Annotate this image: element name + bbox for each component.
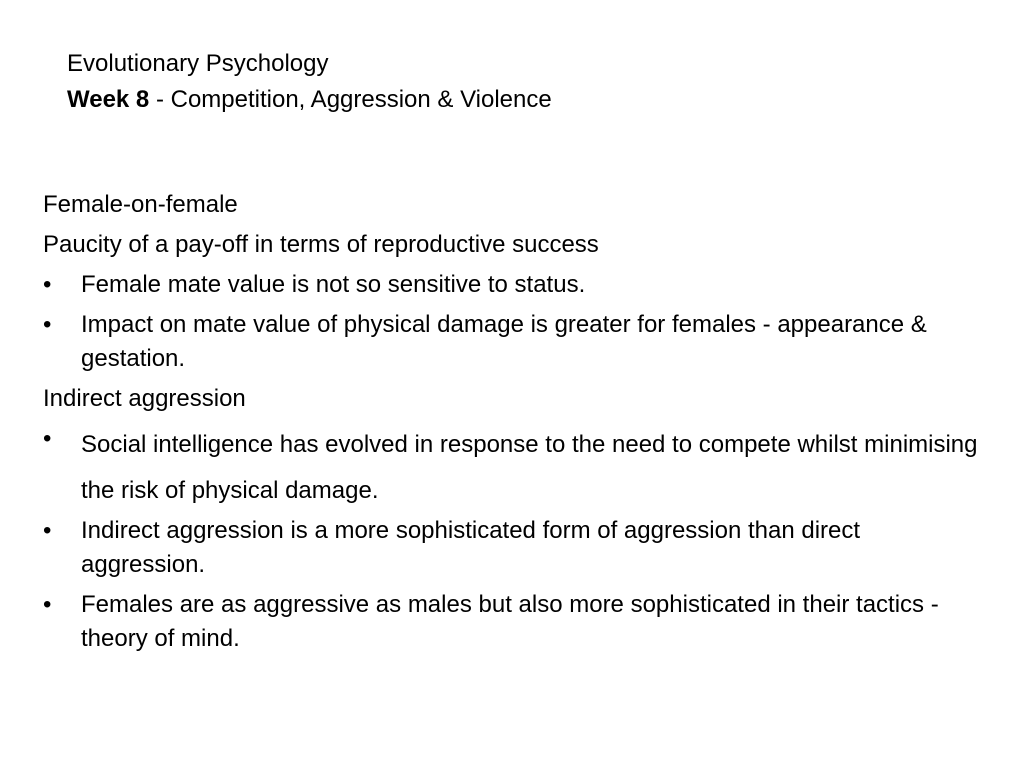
course-title: Evolutionary Psychology: [67, 50, 329, 77]
bullet-item: [43, 268, 983, 302]
lecture-topic: - Competition, Aggression & Violence: [149, 86, 552, 113]
bullet-item: [43, 308, 983, 376]
bullet-marker: •: [43, 425, 52, 452]
bullet-marker: •: [43, 517, 52, 544]
bullet-item: [43, 588, 983, 656]
bullet-item: [43, 514, 983, 582]
bullet-text: Impact on mate value of physical damage is greater for females - appearance & gestation.: [81, 311, 927, 372]
section-heading-female-on-female: Female-on-female: [43, 191, 238, 218]
slide-body: [43, 188, 983, 662]
bullet-text: Females are as aggressive as males but also more sophisticated in their tactics - theory of mind.: [81, 591, 939, 652]
week-label: Week 8: [67, 86, 150, 113]
bullet-text: Indirect aggression is a more sophisticated form of aggression than direct aggression.: [81, 517, 861, 578]
bullet-text: Female mate value is not so sensitive to status.: [81, 271, 586, 298]
bullet-text: Social intelligence has evolved in response to the need to compete whilst minimising the risk of physical damage.: [81, 431, 978, 504]
bullet-marker: •: [43, 311, 52, 338]
bullet-marker: •: [43, 271, 52, 298]
section-subheading-paucity: Paucity of a pay-off in terms of reproductive success: [43, 231, 599, 258]
lecture-title: [67, 82, 967, 118]
section-heading-indirect-aggression: Indirect aggression: [43, 385, 246, 412]
slide-title: [67, 46, 967, 118]
bullet-item: [43, 422, 983, 514]
bullet-marker: •: [43, 591, 52, 618]
